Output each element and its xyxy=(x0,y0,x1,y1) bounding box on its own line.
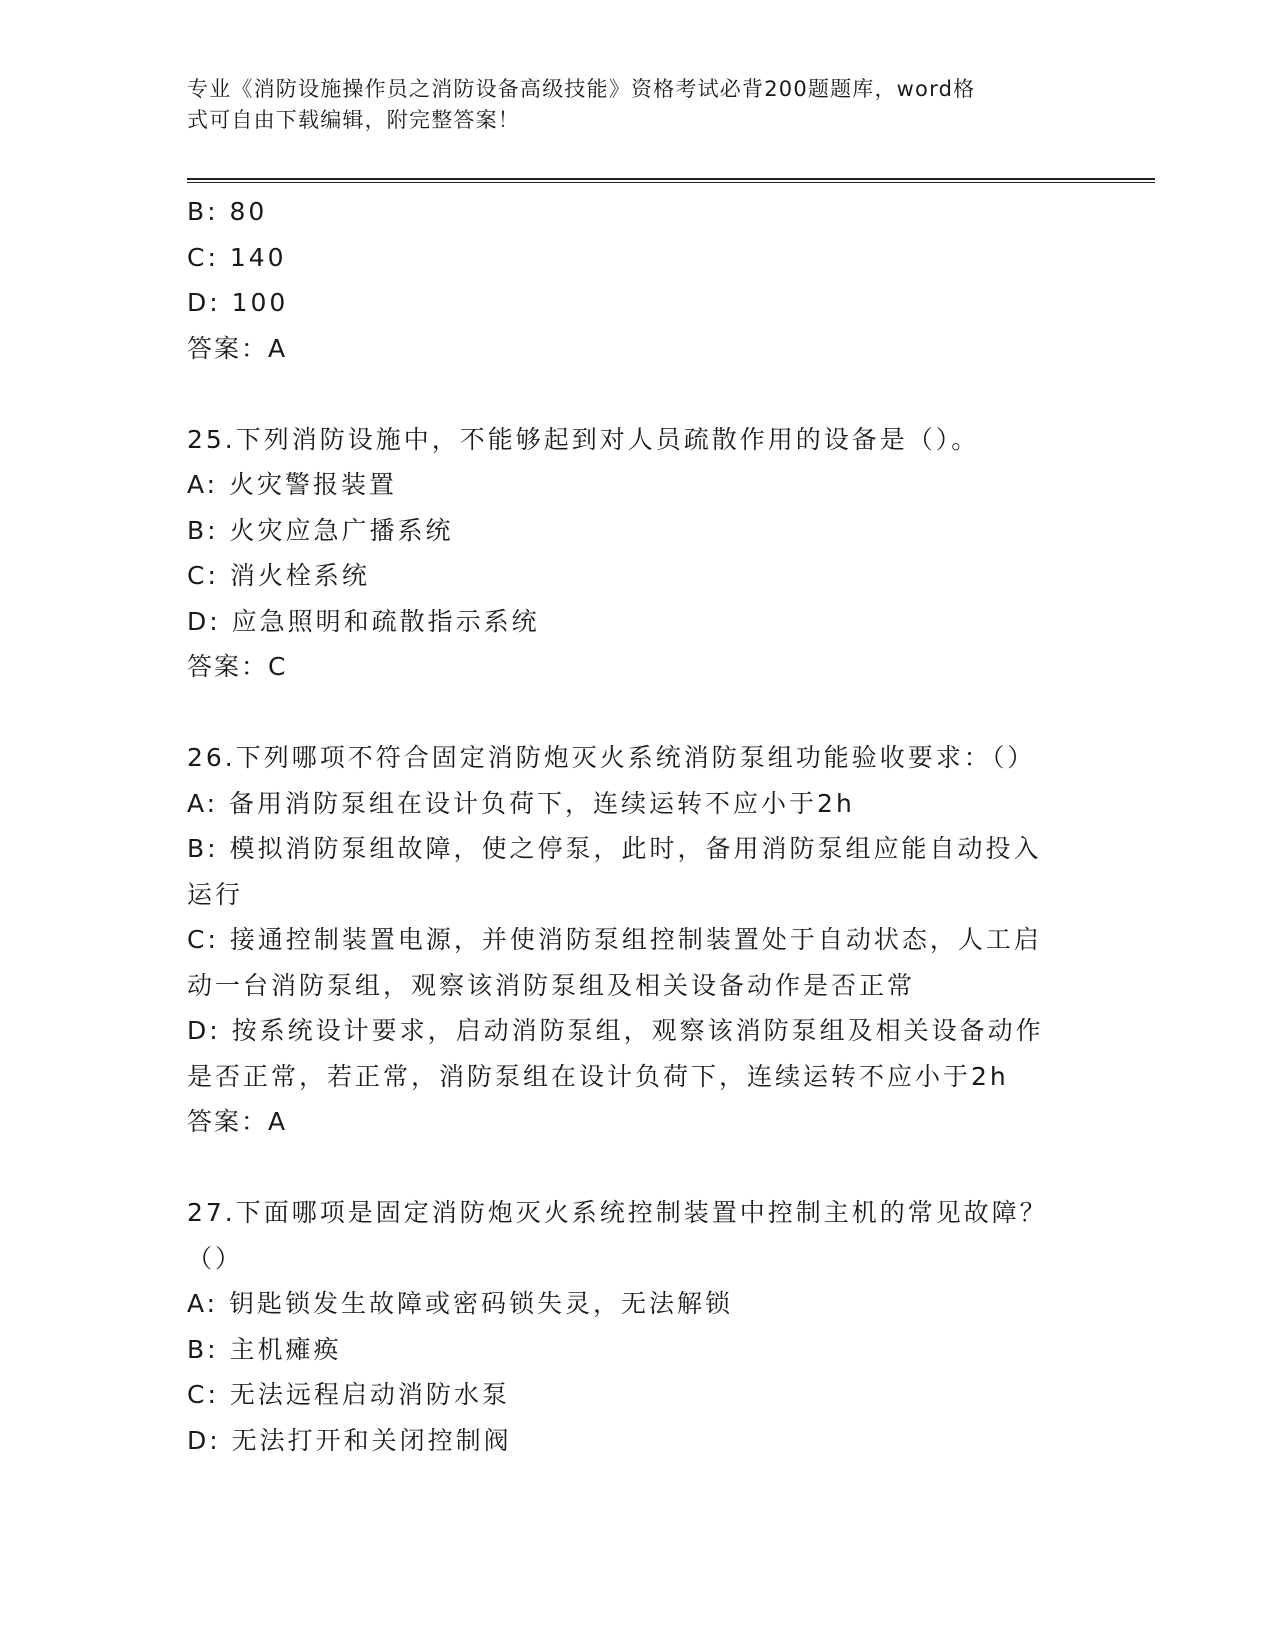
option-a: A: 火灾警报装置 xyxy=(187,470,398,499)
question-stem: 25.下列消防设施中，不能够起到对人员疏散作用的设备是（）。 xyxy=(187,424,980,454)
question-stem: 26.下列哪项不符合固定消防炮灭火系统消防泵组功能验收要求：（） xyxy=(187,743,1036,772)
option-b-line-1: B: 模拟消防泵组故障，使之停泵，此时，备用消防泵组应能自动投入 xyxy=(187,834,1042,863)
option-c-line-1: C: 接通控制装置电源，并使消防泵组控制装置处于自动状态，人工启 xyxy=(187,925,1042,954)
option-b: B: 80 xyxy=(187,197,268,226)
spacer xyxy=(187,690,1087,736)
option-c-line-2: 动一台消防泵组，观察该消防泵组及相关设备动作是否正常 xyxy=(187,970,916,1000)
option-b: B: 火灾应急广播系统 xyxy=(187,515,454,545)
document-header xyxy=(187,74,1067,136)
question-stem-line-2: （） xyxy=(187,1243,244,1273)
option-b-line-2: 运行 xyxy=(187,879,244,909)
option-a: A: 备用消防泵组在设计负荷下，连续运转不应小于2h xyxy=(187,788,855,818)
question-list xyxy=(187,189,1087,1463)
question-25 xyxy=(187,417,1087,690)
spacer xyxy=(187,1145,1087,1191)
header-line-1: 专业《消防设施操作员之消防设备高级技能》资格考试必背200题题库，word格 xyxy=(187,77,976,101)
option-a: A: 钥匙锁发生故障或密码锁失灵，无法解锁 xyxy=(187,1289,734,1318)
option-c: C: 140 xyxy=(187,242,287,272)
answer: 答案：A xyxy=(187,333,288,363)
header-line-2: 式可自由下载编辑，附完整答案！ xyxy=(187,108,520,132)
option-c: C: 消火栓系统 xyxy=(187,561,370,590)
header-divider-thick xyxy=(187,178,1155,180)
option-b: B: 主机瘫痪 xyxy=(187,1334,342,1364)
spacer xyxy=(187,371,1087,417)
option-c: C: 无法远程启动消防水泵 xyxy=(187,1380,510,1409)
question-stem-line-1: 27.下面哪项是固定消防炮灭火系统控制装置中控制主机的常见故障？ xyxy=(187,1198,1048,1227)
option-d-line-1: D: 按系统设计要求，启动消防泵组，观察该消防泵组及相关设备动作 xyxy=(187,1016,1044,1045)
option-d: D: 应急照明和疏散指示系统 xyxy=(187,606,540,636)
option-d: D: 无法打开和关闭控制阀 xyxy=(187,1425,512,1455)
question-27 xyxy=(187,1190,1087,1463)
previous-question-tail xyxy=(187,189,1087,371)
answer: 答案：A xyxy=(187,1107,288,1136)
header-divider-thin xyxy=(187,182,1155,183)
option-d-line-2: 是否正常，若正常，消防泵组在设计负荷下，连续运转不应小于2h xyxy=(187,1061,1009,1091)
answer: 答案：C xyxy=(187,652,288,681)
option-d: D: 100 xyxy=(187,288,289,317)
question-26 xyxy=(187,735,1087,1145)
